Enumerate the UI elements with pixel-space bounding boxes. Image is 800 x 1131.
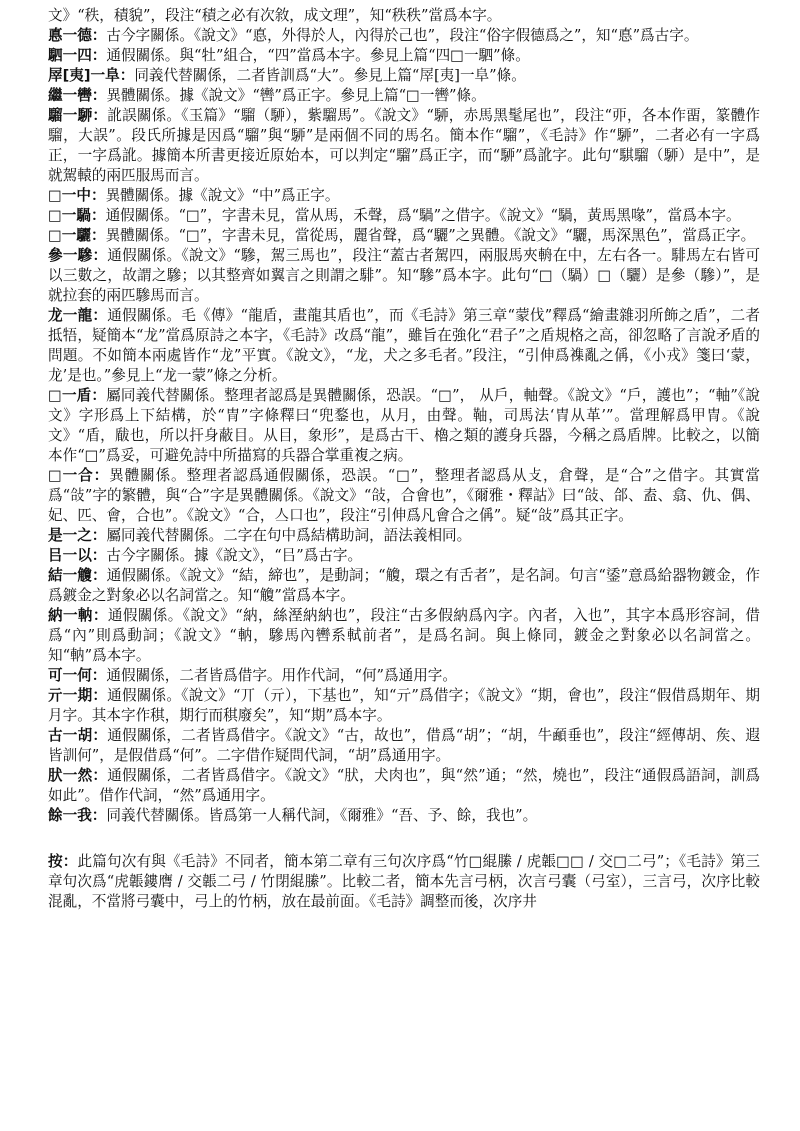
entry-text: 同義代替關係。皆爲第一人稱代詞，《爾雅》“吾、予、餘，我也”。 — [106, 807, 538, 824]
entry-text: 通假關係，二者皆爲借字。《說文》“古，故也”，借爲“胡”；“胡，牛顄垂也”，段注“經傳胡、矦、遐皆訓何”，是假借爲“何”。二字借作疑問代詞，“胡”爲通用字。 — [48, 727, 760, 764]
entry-headword: □一中： — [48, 187, 106, 204]
note-label: 按： — [48, 853, 78, 870]
entry-headword: 㠯一以： — [48, 547, 107, 564]
note-text: 此篇句次有與《毛詩》不同者，簡本第二章有三句次序爲“竹□緄縢 / 虎韔□□ / 交□二弓”；《毛詩》第三章句次爲“虎韔鏤膺 / 交韔二弓 / 竹閉緄縢”。比較二者，簡本先言弓柄，次言弓囊（弓室），三言弓，次序比較混亂，不當將弓囊中，弓上的竹柄，放在最前面。《毛詩》調整而後，次序井 — [48, 853, 760, 910]
entry-text: 同義代替關係，二者皆訓爲“大”。參見上篇“屖[夷]一阜”條。 — [134, 67, 526, 84]
entry-headword: 納一軜： — [48, 607, 108, 624]
glossary-entry — [48, 386, 760, 466]
entry-headword: 屖[夷]一阜： — [48, 67, 135, 84]
glossary-entry — [48, 526, 760, 546]
entry-text: 通假關係，二者皆爲借字。用作代詞，“何”爲通用字。 — [106, 667, 457, 684]
entry-text: 通假關係。《說文》“納，絲溼納納也”，段注“古多假納爲內字。內者，入也”，其字本爲形容詞，借爲“內”則爲動詞；《說文》“軜，驂馬內轡系軾前者”，是爲名詞。與上條同，鍍金之對象必以名詞當之。知“軜”爲本字。 — [48, 607, 760, 664]
glossary-entry — [48, 666, 760, 686]
entry-text: 異體關係。據《說文》“轡”爲正字。參見上篇“□一轡”條。 — [106, 87, 486, 104]
entry-headword: 亓一期： — [48, 687, 108, 704]
section-gap — [48, 826, 760, 852]
glossary-entry — [48, 726, 760, 766]
glossary-entry — [48, 106, 760, 186]
entry-text: 通假關係。《說文》“丌（亓），下基也”，知“亓”爲借字；《說文》“期，會也”，段注“假借爲期年、期月字。其本字作稘，期行而稘廢矣”，知“期”爲本字。 — [48, 687, 760, 724]
entry-headword: 龙一龍： — [48, 307, 108, 324]
entry-text: 通假關係。《說文》“結，締也”，是動詞；“觼，環之有舌者”，是名詞。句言“鋈”意爲給器物鍍金，作爲鍍金之對象必以名詞當之。知“觼”當爲本字。 — [48, 567, 760, 604]
entry-text: 文》“秩，積貌”，段注“積之必有次敘，成文理”，知“秩秩”當爲本字。 — [48, 7, 502, 24]
entry-headword: 古一胡： — [48, 727, 108, 744]
entry-text: 異體關係。據《說文》“中”爲正字。 — [105, 187, 340, 204]
glossary-entry — [48, 86, 760, 106]
glossary-entry — [48, 206, 760, 226]
entry-headword: 駟一四： — [48, 47, 107, 64]
entry-text: 異體關係。整理者認爲通假關係，恐誤。“□”，整理者認爲从攴，倉聲，是“合”之借字。其實當爲“敆”字的繁體，與“合”字是異體關係。《說文》“敆，合會也”，《爾雅・釋詁》曰“敆、郃、盍、翕、仇、偶、妃、匹、會，合也”。《說文》“合，亼口也”，段注“引伸爲凡會合之偁”。疑“敆”爲其正字。 — [48, 467, 760, 524]
entry-text: 異體關係。“□”，字書未見，當從馬，麗省聲，爲“驪”之異體。《說文》“驪，馬深黑色”，當爲正字。 — [105, 227, 756, 244]
glossary-entry — [48, 226, 760, 246]
entry-headword: 是一之： — [48, 527, 107, 544]
entry-headword: 參一驂： — [48, 247, 108, 264]
glossary-entry — [48, 186, 760, 206]
entry-headword: 繼一轡： — [48, 87, 107, 104]
entry-headword: 餘一我： — [48, 807, 107, 824]
entry-text: 屬同義代替關係。整理者認爲是異體關係，恐誤。“□”， 从戶，軸聲。《說文》“戶，護也”；“軸”《說文》字形爲上下結構，於“冑”字條釋曰“兜鍪也，从月，由聲。䩜，司馬法‘冑从革’”。當理解爲甲冑。《說文》“盾，瞂也，所以扞身蔽目。从目，象形”，是爲古干、櫓之類的護身兵器，今稱之爲盾牌。比較之，以簡本作“□”爲妥，可避免詩中所描寫的兵器合掌重複之病。 — [48, 387, 760, 464]
entry-list — [48, 6, 760, 826]
entry-headword: 騮一駵： — [48, 107, 108, 124]
entry-text: 古今字關係。據《說文》，“㠯”爲古字。 — [106, 547, 363, 564]
entry-text: 通假關係。毛《傳》“龍盾，畫龍其盾也”，而《毛詩》第三章“蒙伐”釋爲“繪畫雜羽所飾之盾”，二者抵牾，疑簡本“龙”當爲原詩之本字，《毛詩》改爲“龍”，雖旨在強化“君子”之盾規格之高，卻忽略了言說矛盾的問題。不如簡本兩處皆作“龙”平實。《說文》，“龙，犬之多毛者。”段注，“引伸爲襍亂之偁，《小戎》箋曰‘蒙，龙’是也。”參見上“龙一蒙”條之分析。 — [48, 307, 760, 384]
glossary-entry — [48, 766, 760, 806]
entry-text: 通假關係。《說文》“驂，駕三馬也”，段注“蓋古者駕四，兩服馬夾輈在中，左右各一。騑馬左右皆可以三數之，故謂之驂；以其整齊如翼言之則謂之騑”。知“驂”爲本字。此句“□（騧）□（驪）是參（驂）”，是就拉套的兩匹驂馬而言。 — [48, 247, 760, 304]
entry-text: 通假關係，二者皆爲借字。《說文》“肰，犬肉也”，與“然”通；“然，燒也”，段注“通假爲語詞，訓爲如此”。借作代詞，“然”爲通用字。 — [48, 767, 760, 804]
entry-headword: □一盾： — [48, 387, 107, 404]
glossary-entry — [48, 606, 760, 666]
entry-text: 訛誤關係。《玉篇》“騮（駵），紫騮馬”。《說文》“駵，赤馬黑髦尾也”，段注“丣，各本作畱，篆體作騮，大誤”。段氏所據是因爲“騮”與“駵”是兩個不同的馬名。簡本作“騮”，《毛詩》作“駵”，二者必有一字爲正，一字爲訛。據簡本所書更接近原始本，可以判定“騮”爲正字，而“駵”爲訛字。此句“騏騮（駵）是中”，是就駕轅的兩匹服馬而言。 — [48, 107, 760, 184]
entry-headword: 結一觼： — [48, 567, 107, 584]
glossary-entry — [48, 26, 760, 46]
glossary-entry — [48, 306, 760, 386]
glossary-entry — [48, 246, 760, 306]
glossary-entry — [48, 466, 760, 526]
glossary-entry — [48, 806, 760, 826]
entry-headword: □一驪： — [48, 227, 106, 244]
glossary-entry — [48, 546, 760, 566]
glossary-entry — [48, 46, 760, 66]
glossary-entry — [48, 66, 760, 86]
entry-headword: 肰一然： — [48, 767, 108, 784]
glossary-entry — [48, 686, 760, 726]
glossary-entry — [48, 6, 760, 26]
entry-text: 通假關係。與“牡”組合，“四”當爲本字。參見上篇“四□一駟”條。 — [106, 47, 530, 64]
entry-headword: □一騧： — [48, 207, 106, 224]
entry-headword: 悳一德： — [48, 27, 107, 44]
entry-text: 古今字關係。《說文》“悳，外得於人，內得於己也”，段注“俗字假德爲之”，知“悳”爲古字。 — [106, 27, 699, 44]
commentary-note — [48, 852, 760, 912]
entry-headword: □一合： — [48, 467, 110, 484]
entry-headword: 可一何： — [48, 667, 107, 684]
entry-text: 屬同義代替關係。二字在句中爲結構助詞，語法義相同。 — [106, 527, 472, 544]
glossary-entry — [48, 566, 760, 606]
entry-text: 通假關係。“□”，字書未見，當从馬，禾聲，爲“騧”之借字。《說文》“騧，黃馬黑喙”，當爲本字。 — [105, 207, 741, 224]
